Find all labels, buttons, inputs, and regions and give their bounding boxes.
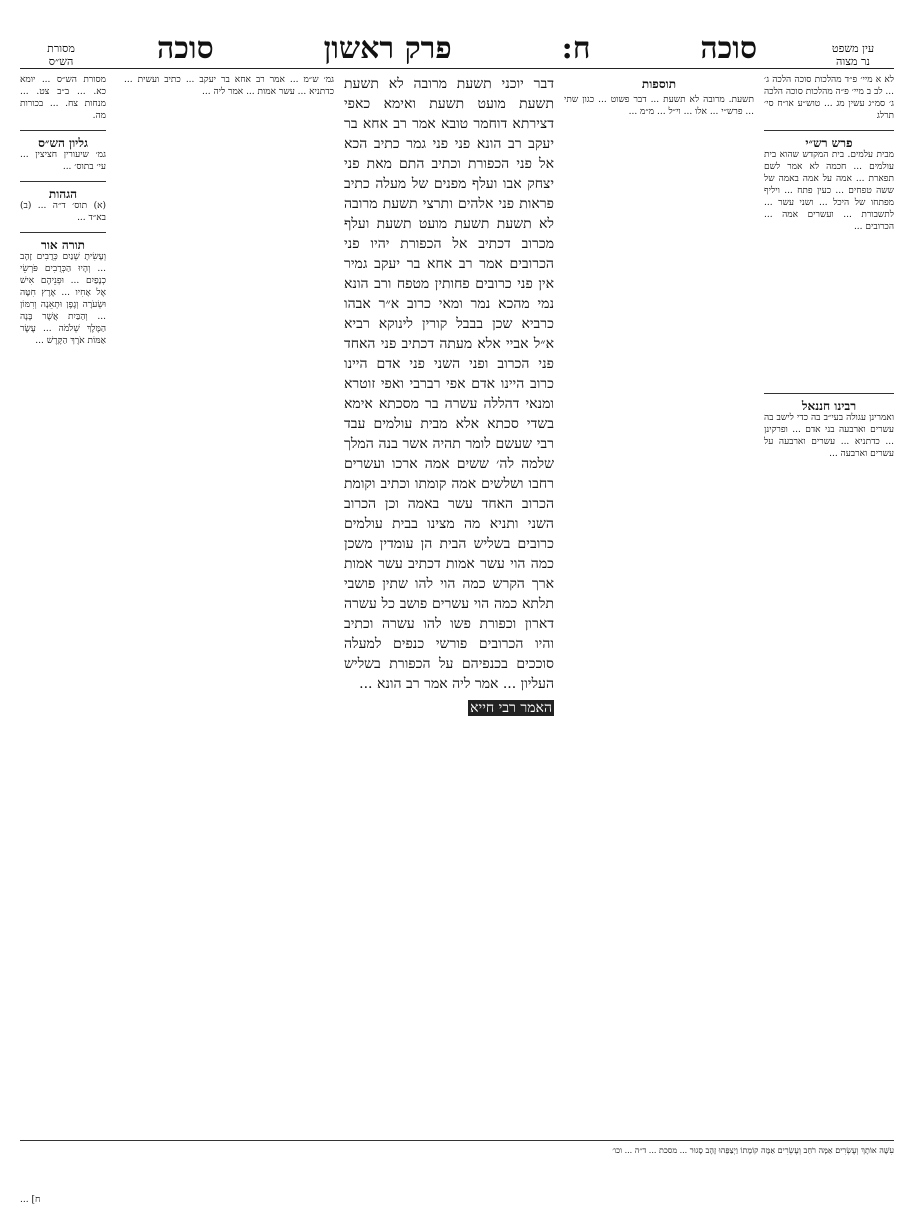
left-margin-column — [20, 74, 106, 1134]
ein-mishpat-text: לא א מיי׳ פ״ד מהלכות סוכה הלכה ג׳ ... לב ב מיי׳ פ״ה מהלכות סוכה הלכה ג׳ סמ״ג עשין מג ... טוש״ע או״ח סי׳ תרלג — [764, 75, 894, 121]
footnotes: עִשָּׁה אוֹתָךְ וְעֶשְׂרִים אַמָּה רֹחַב וְעֶשְׂרִים אַמָּה קוֹמָתוֹ וַיְצַפֵּהוּ זָהָב סָגוּר ... מסכת ... ד״ה ... וכו׳ — [20, 1140, 894, 1195]
gemara-side-text: גמ׳ ש״מ ... אמר רב אחא בר יעקב ... כתיב ועשית ... כדתניא ... עשר אמות ... אמר ליה ... — [124, 75, 334, 97]
rashi-heading: פרש רש״י — [764, 130, 894, 149]
page-header — [20, 28, 894, 69]
chapter-title: פרק ראשון — [323, 31, 452, 66]
gilyon-text: גמ׳ שיעורין חציצין ... עי׳ בתוס׳ ... — [20, 150, 106, 172]
hagahot-text: (א) תוס׳ ד״ה ... (ב) בא״ד ... — [20, 201, 106, 223]
left-commentary-column — [124, 74, 334, 1134]
rabbeinu-chananel-heading: רבינו חננאל — [764, 393, 894, 412]
page-footer: ח] ... — [20, 1195, 41, 1205]
tractate-title-right: סוכה — [700, 31, 758, 66]
right-margin-column — [764, 74, 894, 1134]
torah-or-heading: תורה אור — [20, 232, 106, 251]
main-text-column — [344, 74, 554, 1134]
tosafot-column — [564, 74, 754, 1134]
rashi-text: מבית עלמים. בית המקדש שהוא בית עולמים ... חכמה לא אמר לשם תפארת ... אמה על אמה באמה של ששה טפחים ... כעין פתח ... ויליף מפתחו של היכל ... ושני עשר ... לתשבורת ... ועשרים אמה ... הכרובים ... — [764, 150, 894, 232]
header-titles — [102, 31, 812, 68]
tosafot-text: תשעת. מרובה לא תשעת ... דבר פשוט ... כגון שתי ... פרש״י ... אלו ... וי״ל ... מ״מ ... — [564, 95, 754, 117]
tractate-title-left: סוכה — [156, 31, 214, 66]
torah-or-text: וְעָשִׂיתָ שְׁנַיִם כְּרֻבִים זָהָב ... וְהָיוּ הַכְּרֻבִים פֹּרְשֵׂי כְנָפַיִם ... וּפְנֵיהֶם אִישׁ אֶל אָחִיו ... אֶרֶץ חִטָּה וּשְׂעֹרָה וְגֶפֶן וּתְאֵנָה וְרִמּוֹן ... וְהַבַּיִת אֲשֶׁר בָּנָה הַמֶּלֶךְ שְׁלֹמֹה ... עֶשֶׂר אַמּוֹת אֹרֶךְ הַקָּרֶשׁ ... — [20, 252, 106, 346]
folio-number: ח: — [561, 31, 591, 66]
masoret-heading: מסורת הש״ס — [47, 42, 75, 68]
gilyon-heading: גליון הש״ס — [20, 130, 106, 149]
highlighted-phrase: האמר רבי חייא — [470, 700, 552, 716]
ein-mishpat-heading: עין משפט נר מצוה — [831, 42, 875, 68]
tosafot-heading: תוספות — [641, 77, 677, 91]
gemara-main-text: דבר יוכני תשעת מרובה לא תשעת תשעת מועט תשעת ואימא כאפי דצירתא דוחמר טובא אמר רב אחא בר יעקב רב הונא פני פני גמר כתיב הכא אל פני הכפורת וכתיב התם מאת פני יצחק אבו ועלף מפנים של מעלה כתיב פראות פני אלהים ותרצי תשעת מרובה לא תשעת תשעת מועט תשעת ועלף מכרוב דכתיב אל הכפורת יהיו פני הכרובים אמר רב אחא בר יעקב גמיר אין פני כרובים פחותין מטפח ורב הונא נמי מהכא נמר ומאי כרוב א״ר אבהו כרביא שכן בבבל קורין לינוקא רביא א״ל אביי אלא מעתה דכתיב פני האחד פני הכרוב ופני השני פני אדם היינו כרוב היינו אדם אפי רברבי ואפי זוטרא ומנאי דהללה עשרה בר מסכתא אימא בשדי סכתא אלא מבית עולמים עבד רבי שעשם לומר תהיה אשר בנה המלך שלמה לה׳ ששים אמה ארכו ועשרים רחבו ושלשים אמה קומתו וכתיב וקומת הכרוב האחד עשר באמה וכן הכרוב השני ותניא מה מצינו בבית עולמים כרובים בשליש הבית הן עומדין משכן כמה הוי עשר אמות דכתיב עשר אמות ארך הקרש כמה הוי להו שתין פושבי תלתא כמה הוי עשרים פושב כל עשרה דארון וכפורת פשו להו עשרה וכתיב והיו הכרובים פורשי כנפים למעלה סוככים בכנפיהם על הכפורת בשליש העליון ... אמר ליה אמר רב הונא ... — [344, 76, 554, 692]
rabbeinu-chananel-text: ואמרינן עגולה בעי״ב בה כדי לישב בה עשרים וארבעה בני אדם ... ופרקינן ... כדתניא ... עשרים וארבעה על עשרים וארבעה ... — [764, 413, 894, 459]
masoret-text: מסורת הש״ס ... יומא כא. ... ב״ב צט. ... מנחות צח. ... בכורות מה. — [20, 75, 106, 121]
hagahot-heading: הגהות — [20, 181, 106, 200]
